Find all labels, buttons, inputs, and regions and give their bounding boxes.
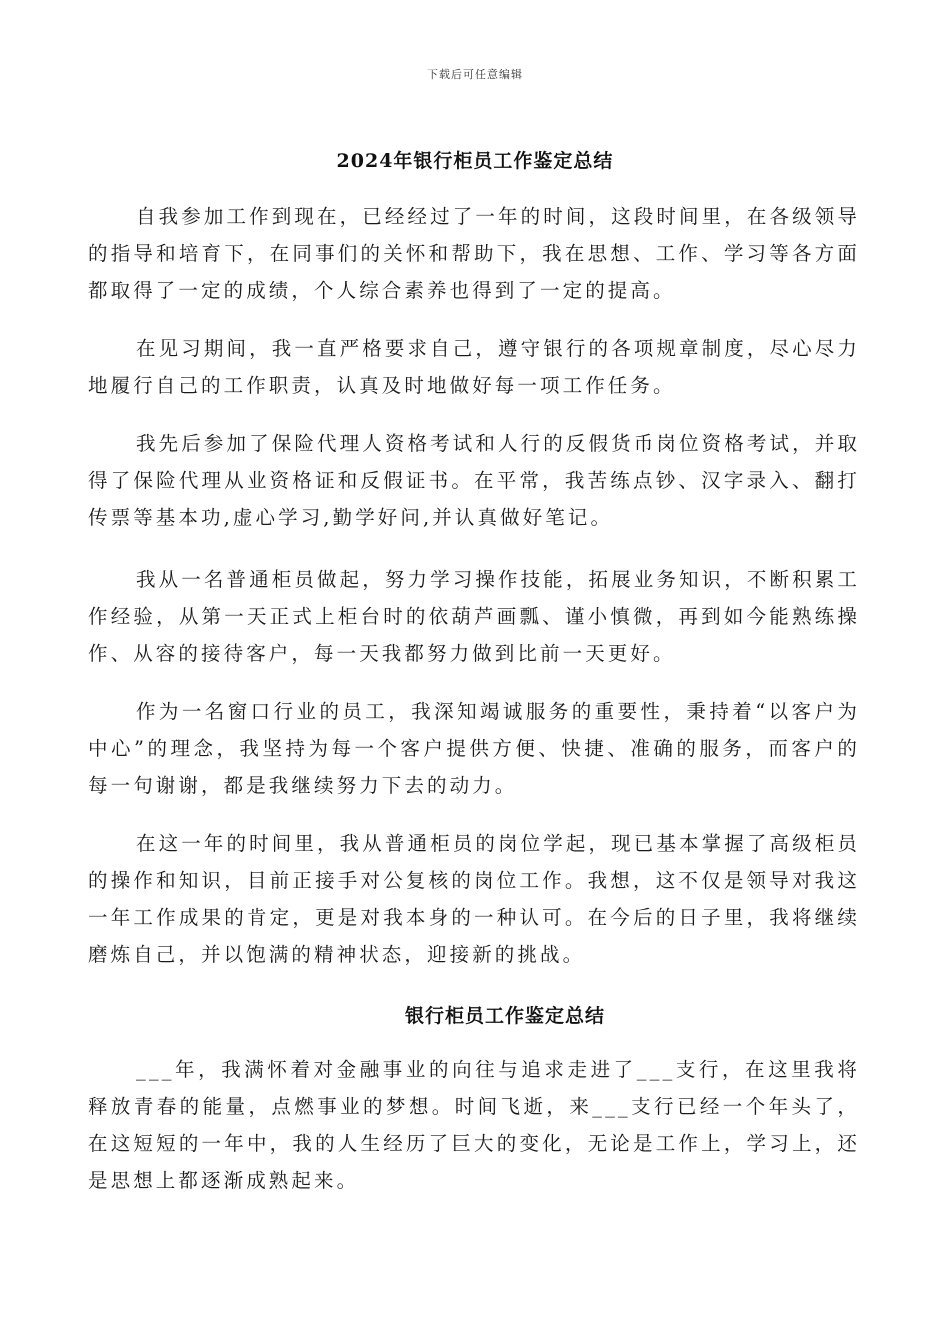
paragraph: 我从一名普通柜员做起，努力学习操作技能，拓展业务知识，不断积累工作经验，从第一天正式上柜台时的依葫芦画瓢、谨小慎微，再到如今能熟练操作、从容的接待客户，每一天我都努力做到比前一天更好。 bbox=[88, 568, 860, 665]
paragraph: 在这一年的时间里，我从普通柜员的岗位学起，现已基本掌握了高级柜员的操作和知识，目前正接手对公复核的岗位工作。我想，这不仅是领导对我这一年工作成果的肯定，更是对我本身的一种认可。在今后的日子里，我将继续磨炼自己，并以饱满的精神状态，迎接新的挑战。 bbox=[88, 832, 860, 966]
paragraph: ___年，我满怀着对金融事业的向往与追求走进了___支行，在这里我将释放青春的能量，点燃事业的梦想。时间飞逝，来___支行已经一个年头了，在这短短的一年中，我的人生经历了巨大的变化，无论是工作上，学习上，还是思想上都逐渐成熟起来。 bbox=[88, 1058, 860, 1192]
paragraph: 在见习期间，我一直严格要求自己，遵守银行的各项规章制度，尽心尽力地履行自己的工作职责，认真及时地做好每一项工作任务。 bbox=[88, 337, 860, 397]
document-title: 2024年银行柜员工作鉴定总结 bbox=[336, 150, 614, 172]
paragraph: 我先后参加了保险代理人资格考试和人行的反假货币岗位资格考试，并取得了保险代理从业资格证和反假证书。在平常，我苦练点钞、汉字录入、翻打传票等基本功,虚心学习,勤学好问,并认真做好笔记。 bbox=[88, 432, 860, 529]
section-title: 银行柜员工作鉴定总结 bbox=[404, 1005, 605, 1027]
paragraph: 自我参加工作到现在，已经经过了一年的时间，这段时间里，在各级领导的指导和培育下，在同事们的关怀和帮助下，我在思想、工作、学习等各方面都取得了一定的成绩，个人综合素养也得到了一定的提高。 bbox=[88, 205, 860, 302]
paragraph: 作为一名窗口行业的员工，我深知竭诚服务的重要性，秉持着“以客户为中心”的理念，我坚持为每一个客户提供方便、快捷、准确的服务，而客户的每一句谢谢，都是我继续努力下去的动力。 bbox=[88, 700, 860, 797]
header-note: 下载后可任意编辑 bbox=[427, 68, 523, 81]
